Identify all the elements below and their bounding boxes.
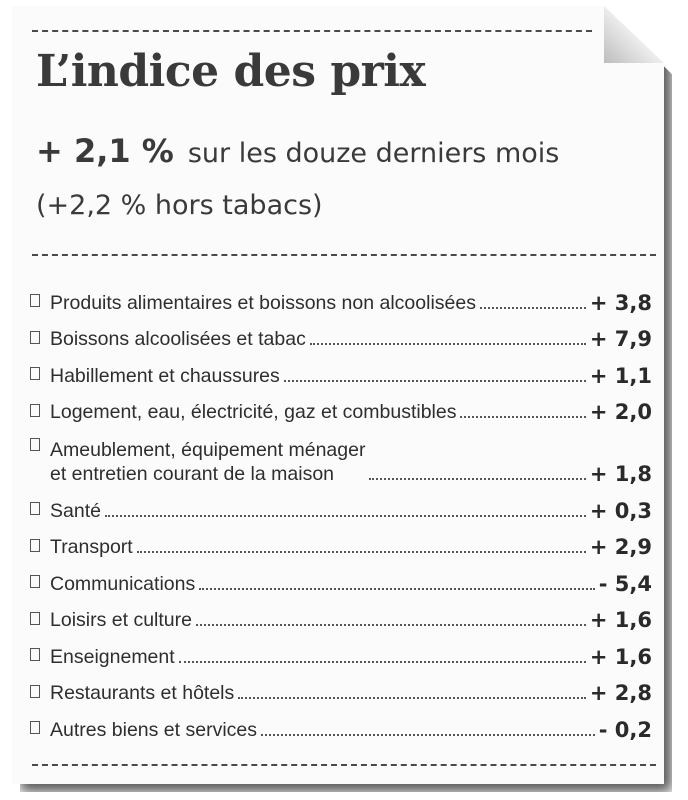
divider-bottom [32, 764, 656, 766]
dot-leader [105, 515, 586, 517]
checkbox-bullet-icon [30, 367, 40, 380]
item-label: Logement, eau, électricité, gaz et combustibles [50, 401, 457, 423]
item-value: + 1,6 [589, 608, 652, 632]
dot-leader [480, 307, 586, 309]
item-label: Communications [50, 572, 196, 595]
page-curl-corner [604, 6, 664, 63]
checkbox-bullet-icon [30, 438, 40, 451]
dot-leader [179, 661, 586, 663]
checkbox-bullet-icon [30, 502, 40, 515]
item-value: - 0,2 [598, 717, 652, 742]
item-label: Boissons alcoolisées et tabac [50, 328, 306, 350]
item-label-line1: Ameublement, équipement ménager [50, 439, 366, 461]
list-item [30, 561, 652, 598]
list-item [30, 707, 652, 744]
dot-leader [369, 478, 585, 480]
item-value: - 5,4 [598, 571, 652, 596]
item-value: + 2,9 [589, 535, 652, 559]
list-item [30, 671, 652, 708]
item-label [50, 438, 365, 488]
list-item [30, 426, 652, 488]
dot-leader [238, 697, 586, 699]
dot-leader [310, 343, 586, 345]
page-title: L’indice des prix [36, 46, 426, 97]
item-value: + 3,8 [589, 290, 652, 315]
item-value: + 1,8 [589, 462, 652, 486]
headline [36, 132, 559, 170]
item-value: + 0,3 [589, 498, 652, 523]
item-label: Restaurants et hôtels [50, 682, 235, 704]
list-item [30, 317, 652, 354]
headline-text: sur les douze derniers mois [187, 138, 560, 169]
item-label: Transport [50, 536, 133, 558]
checkbox-bullet-icon [30, 539, 40, 552]
item-value: + 2,8 [589, 681, 652, 705]
category-list [30, 280, 652, 744]
list-item [30, 353, 652, 390]
list-item [30, 280, 652, 317]
list-item [30, 598, 652, 635]
item-label: Santé [50, 499, 101, 522]
item-value: + 1,6 [589, 644, 652, 669]
list-item [30, 634, 652, 671]
checkbox-bullet-icon [30, 612, 40, 625]
checkbox-bullet-icon [30, 721, 40, 734]
list-item [30, 390, 652, 427]
subline: (+2,2 % hors tabacs) [36, 190, 323, 221]
checkbox-bullet-icon [30, 648, 40, 661]
dot-leader [137, 551, 586, 553]
dot-leader [199, 588, 595, 590]
divider-top [32, 30, 592, 32]
item-label: Loisirs et culture [50, 609, 192, 631]
item-label: Produits alimentaires et boissons non alcoolisées [50, 291, 476, 314]
item-label: Autres biens et services [50, 718, 258, 741]
item-label: Enseignement [50, 645, 175, 668]
dot-leader [196, 624, 586, 626]
item-value: + 2,0 [589, 400, 652, 424]
checkbox-bullet-icon [30, 575, 40, 588]
dot-leader [284, 380, 586, 382]
checkbox-bullet-icon [30, 404, 40, 417]
headline-value: + 2,1 % [36, 132, 174, 170]
item-label-line2: et entretien courant de la maison [50, 463, 335, 485]
item-label: Habillement et chaussures [50, 364, 280, 387]
checkbox-bullet-icon [30, 294, 40, 307]
list-item [30, 525, 652, 562]
divider-middle [32, 254, 656, 256]
dot-leader [261, 734, 595, 736]
dot-leader [460, 416, 585, 418]
item-value: + 7,9 [589, 327, 652, 351]
checkbox-bullet-icon [30, 331, 40, 344]
list-item [30, 488, 652, 525]
checkbox-bullet-icon [30, 685, 40, 698]
item-value: + 1,1 [589, 363, 652, 388]
